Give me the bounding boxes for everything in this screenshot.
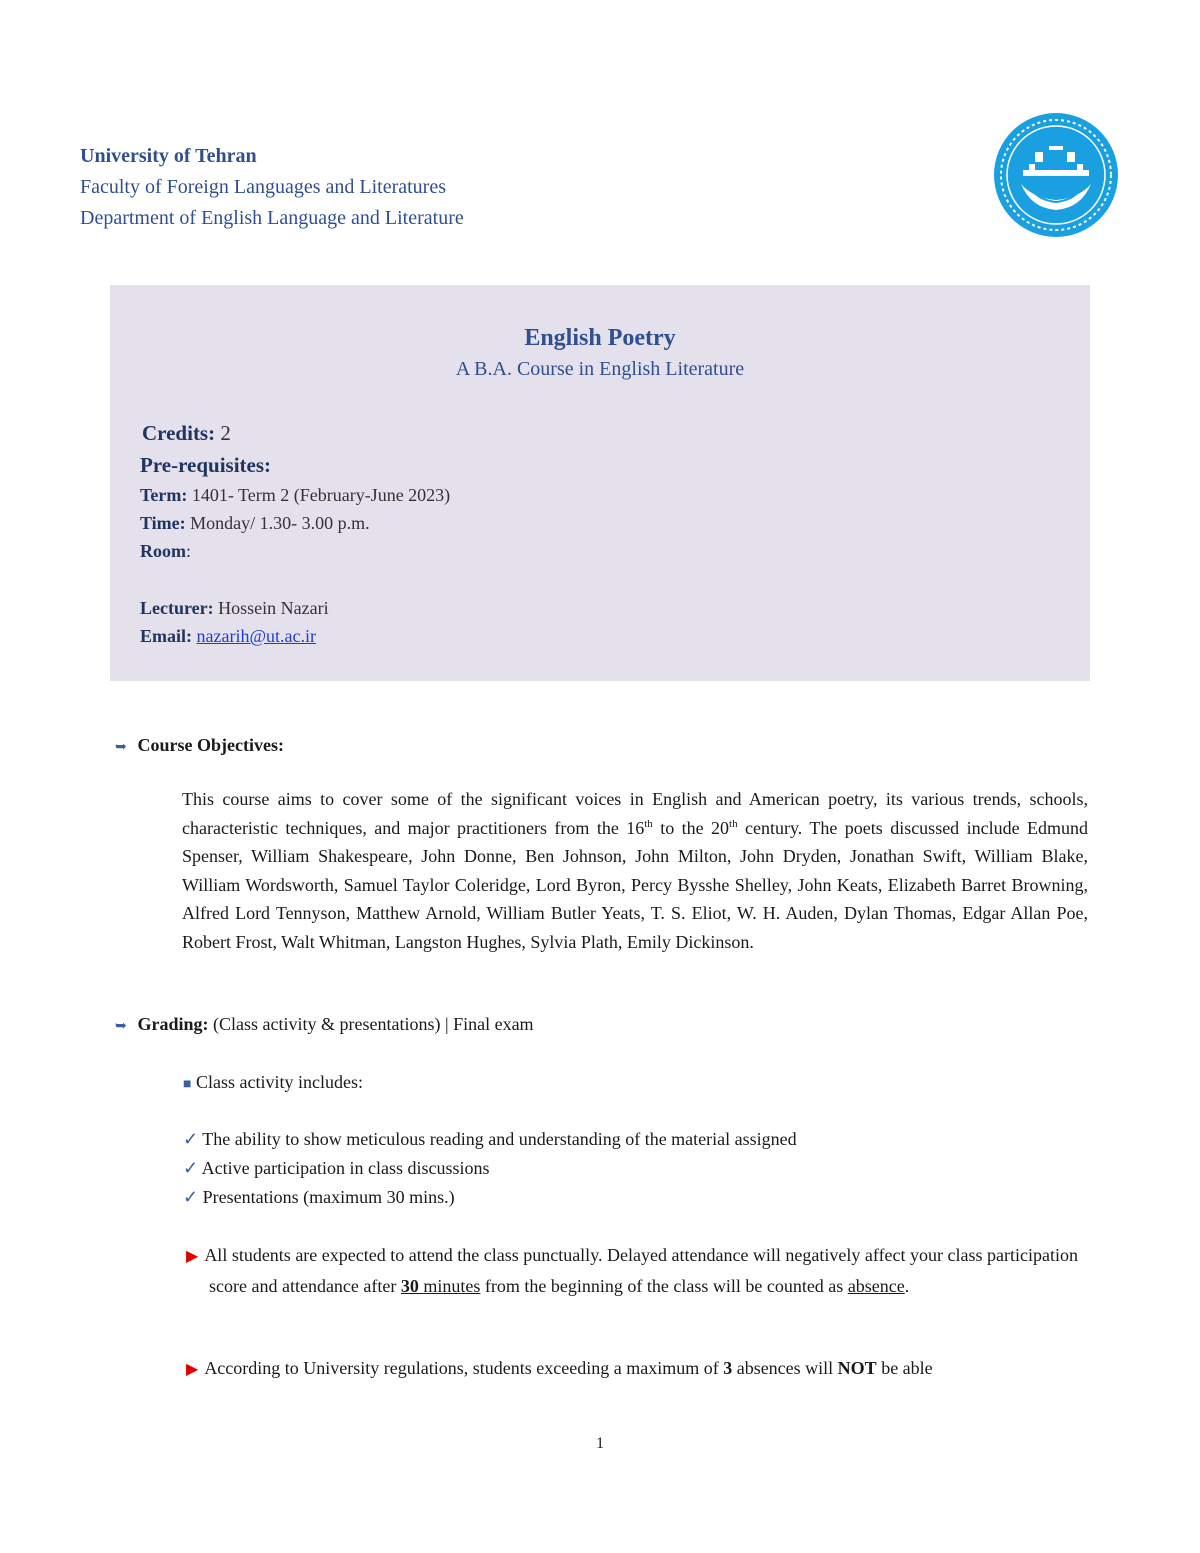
rule1-minutes-bold: 30 — [400, 1275, 419, 1296]
red-triangle-icon: ▶ — [186, 1361, 199, 1378]
rule2-not: NOT — [837, 1358, 877, 1378]
time-line — [140, 513, 370, 534]
page-number: 1 — [596, 1435, 604, 1452]
credits-label: Credits: — [142, 421, 216, 445]
faculty-name: Faculty of Foreign Languages and Literatures — [80, 176, 446, 198]
objectives-sup-1: th — [644, 817, 653, 830]
email-label: Email: — [140, 626, 192, 646]
check-icon: ✓ — [183, 1129, 199, 1149]
rule1-text-c: . — [904, 1275, 910, 1296]
rule1-minutes: minutes — [418, 1275, 481, 1296]
rule2-text-a: According to University regulations, students exceeding a maximum of — [204, 1358, 724, 1378]
check-text: The ability to show meticulous reading and understanding of the material assigned — [202, 1129, 797, 1149]
credits-line — [142, 421, 231, 446]
check-icon: ✓ — [183, 1187, 199, 1207]
lecturer-value: Hossein Nazari — [218, 598, 329, 618]
objectives-text-3: century. The poets discussed include Edmund Spenser, William Shakespeare, John Donne, Ben Johnson, John Milton, John Dryden, Jonathan Swift, William Blake, William Wordsworth, Samuel Taylor Coleridge, Lord Byron, Percy Bysshe Shelley, John Keats, Elizabeth Barret Browning, Alfred Lord Tennyson, Matthew Arnold, William Butler Yeats, T. S. Eliot, W. H. Auden, Dylan Thomas, Edgar Allan Poe, Robert Frost, Walt Whitman, Langston Hughes, Sylvia Plath, Emily Dickinson. — [182, 817, 1088, 952]
rule1-text-b: from the beginning of the class will be counted as — [480, 1275, 848, 1296]
rule2-text-c: be able — [876, 1358, 933, 1378]
university-seal-icon — [993, 112, 1119, 238]
grading-text: (Class activity & presentations) | Final exam — [213, 1014, 534, 1034]
check-text: Presentations (maximum 30 mins.) — [202, 1187, 455, 1207]
course-info-box — [110, 285, 1090, 681]
rule1-absence: absence — [847, 1275, 905, 1296]
check-item — [183, 1158, 490, 1179]
time-label: Time: — [140, 513, 186, 533]
class-activity-label: Class activity includes: — [195, 1072, 363, 1092]
prereq-line — [140, 453, 271, 478]
term-value: 1401- Term 2 (February-June 2023) — [191, 485, 451, 505]
email-link[interactable]: nazarih@ut.ac.ir — [196, 626, 317, 646]
objectives-text-1: This course aims to cover some of the significant voices in English and American poetry, its various trends, schools, characteristic techniques, and major practitioners from the 16 — [182, 789, 1088, 838]
folder-arrow-icon: ➥ — [115, 740, 127, 755]
course-title: English Poetry — [524, 325, 676, 351]
objectives-text-2: to the 20 — [652, 817, 730, 838]
grading-heading-line — [115, 1014, 534, 1035]
objectives-paragraph — [182, 785, 1088, 956]
lecturer-label: Lecturer: — [140, 598, 214, 618]
term-label: Term: — [140, 485, 188, 505]
time-value: Monday/ 1.30- 3.00 p.m. — [190, 513, 370, 533]
course-subtitle: A B.A. Course in English Literature — [455, 358, 745, 380]
objectives-heading: Course Objectives: — [137, 735, 284, 755]
square-bullet-icon: ■ — [183, 1077, 192, 1092]
department-name: Department of English Language and Literature — [80, 207, 464, 229]
email-line — [140, 626, 316, 647]
rule2-text-b: absences will — [732, 1358, 838, 1378]
check-icon: ✓ — [183, 1158, 199, 1178]
lecturer-line — [140, 598, 329, 619]
folder-arrow-icon: ➥ — [115, 1019, 127, 1034]
room-line — [140, 541, 191, 562]
term-line — [140, 485, 450, 506]
check-text: Active participation in class discussions — [201, 1158, 490, 1178]
prereq-label: Pre-requisites: — [140, 453, 272, 477]
absence-rule — [186, 1354, 1090, 1385]
room-label: Room — [140, 541, 186, 561]
letterhead — [80, 141, 464, 234]
credits-value: 2 — [220, 421, 231, 445]
check-item — [183, 1129, 797, 1150]
grading-heading: Grading: — [137, 1014, 209, 1034]
objectives-sup-2: th — [729, 817, 738, 830]
attendance-rule — [186, 1241, 1090, 1300]
room-value: : — [186, 541, 192, 561]
university-name: University of Tehran — [80, 145, 257, 167]
rule2-count: 3 — [723, 1358, 733, 1378]
red-triangle-icon: ▶ — [186, 1248, 199, 1265]
class-activity-line — [183, 1072, 363, 1093]
objectives-heading-line — [115, 735, 284, 756]
rule1-text-a: All students are expected to attend the class punctually. Delayed attendance will negatively affect your class participation score and attendance after — [204, 1245, 1078, 1296]
check-item — [183, 1187, 455, 1208]
